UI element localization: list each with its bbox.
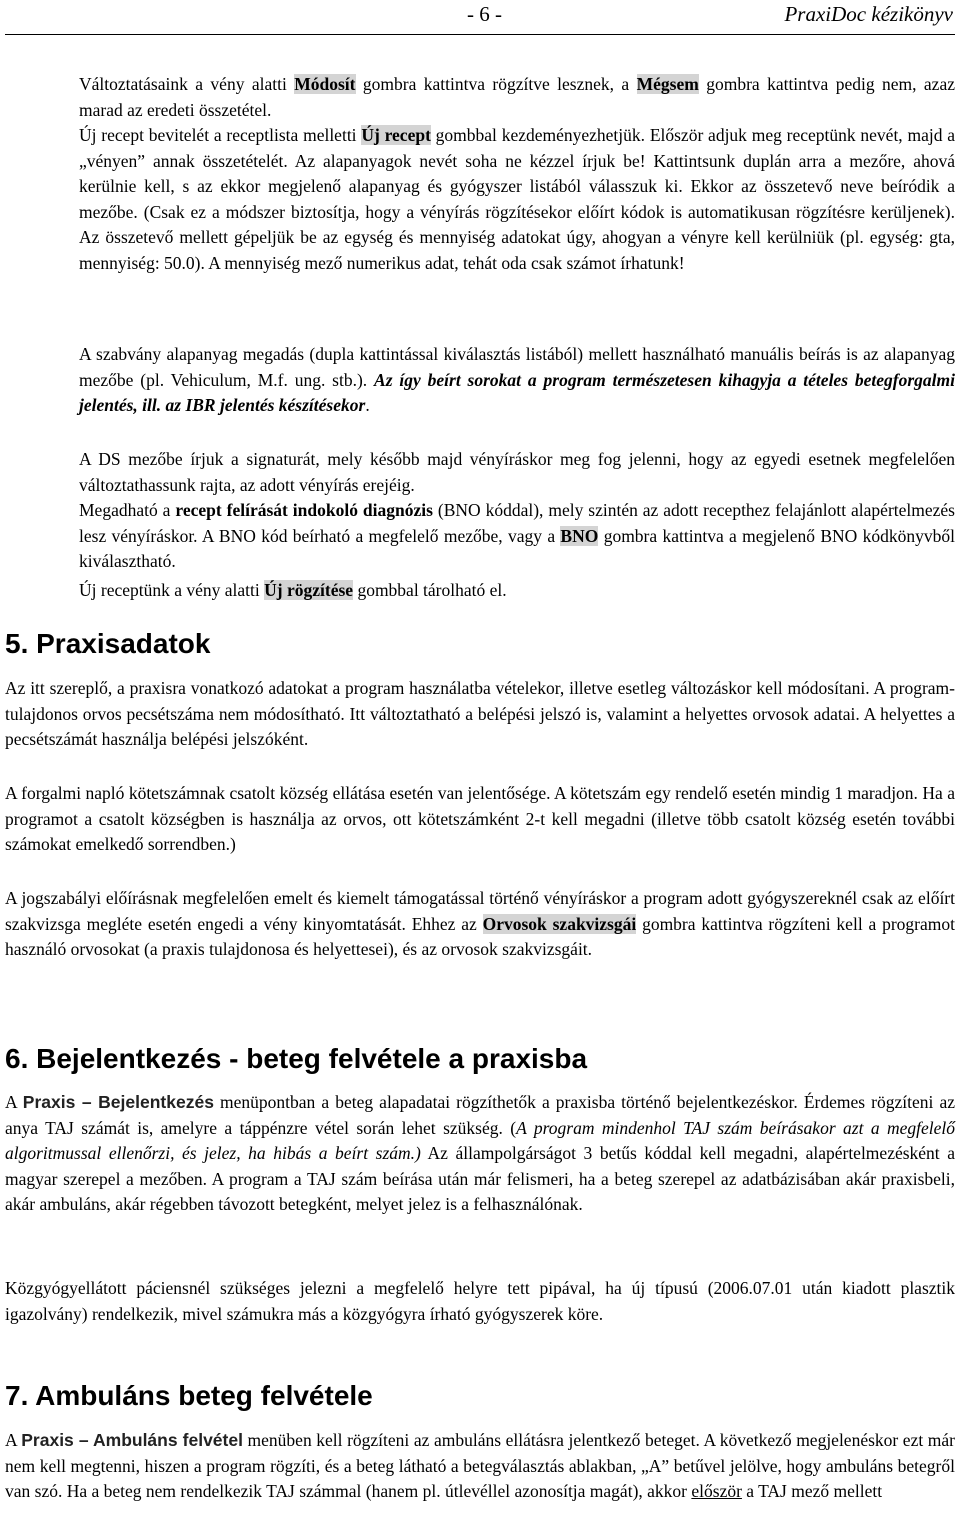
paragraph-diagnosis: Megadható a recept felírását indokoló diagnózis (BNO kóddal), mely szintén az adott recepthez felajánlott alapértelmezés lesz vényíráskor. A BNO kód beírható a megfelelő mezőbe, vagy a BNO gombra kattintva a megjelenő BNO kódkönyvből kiválasztható.: [79, 500, 956, 572]
manual-entry-note: Az így beírt sorokat a program természetesen kihagyja a tételes betegforgalmi jelentés, ill. az IBR jelentés készítésekor: [79, 369, 955, 416]
paragraph-specialist-exams: A jogszabályi előírásnak megfelelően emelt és kiemelt támogatással történő vényíráskor a program adott gyógyszereknél csak az előírt szakvizsga megléte esetén engedi a vény kinyomtatását. Ehhez az Orvosok szakvizsgái gombra kattintva rögzíteni kell a programot használó orvosokat (a praxis tulajdonosa és helyettesei), és az orvosok szakvizsgáit.: [5, 888, 955, 960]
paragraph-modify: Változtatásaink a vény alatti Módosít gombra kattintva rögzítve lesznek, a Mégsem gombra kattintva pedig nem, azaz marad az eredeti összetétel.: [79, 74, 955, 120]
doctors-exams-button-label: Orvosok szakvizsgái: [482, 913, 637, 934]
taj-check-note: A program mindenhol TAJ szám beírásakor azt a megfelelő algoritmussal ellenőrzi, és jelez, ha hibás a beírt szám.): [5, 1117, 956, 1164]
heading-section-5: 5. Praxisadatok: [5, 628, 211, 659]
document-title: PraxiDoc kézikönyv: [784, 2, 953, 26]
bno-button-label: BNO: [560, 525, 599, 546]
diagnosis-emphasis: recept felírását indokoló diagnózis: [175, 500, 433, 520]
heading-section-6: 6. Bejelentkezés - beteg felvétele a praxisba: [5, 1043, 588, 1074]
paragraph-save-recipe: Új receptünk a vény alatti Új rögzítése gombbal tárolható el.: [79, 580, 507, 600]
paragraph-registration: A Praxis – Bejelentkezés menüpontban a beteg alapadatai rögzíthetők a praxisba történő bejelentkezéskor. Érdemes rögzíteni az anya TAJ számát is, amelyre a táppénzre vétel során lehet szükség. (A program mindenhol TAJ szám beírásakor azt a megfelelő algoritmussal ellenőrzi, és jelez, ha hibás a beírt szám.) Az állampolgárságot 3 betűs kóddal kell megadni, alapértelmezésként a magyar szerepel a mezőben. A program a TAJ szám beírása után már felismeri, ha a beteg szerepel az adatbázisában akár praxisbeli, akár ambuláns, akár régebben távozott betegként, melyet jelez is a felhasználónak.: [5, 1092, 956, 1215]
page-number: - 6 -: [467, 2, 502, 26]
cancel-button-label: Mégsem: [636, 74, 699, 94]
paragraph-new-recipe: Új recept bevitelét a receptlista melletti Új recept gombbal kezdeményezhetjük. Először adjuk meg receptünk nevét, majd a „vényen” annak összetételét. Az alapanyagok nevét soha ne kézzel írjuk be! Kattintsunk duplán arra a mezőre, ahová kerülnie kell, s az ekkor megjelenő alapanyag és gyógyszer listából válasszuk ki. Ekkor az összetevő neve beíródik a mezőbe. (Csak ez a módszer biztosítja, hogy a vényírás rögzítésekor előírt kódok is automatikusan rögzítésre kerüljenek). Az összetevő mellett gépeljük be az egység és mennyiség adatokat úgy, ahogyan a vényre kell kerülniük (pl. egység: gta, mennyiség: 50.0). A mennyiség mező numerikus adat, tehát oda csak számot írhatunk!: [79, 125, 956, 273]
save-new-button-label: Új rögzítése: [264, 580, 354, 600]
page-header: [5, 0, 955, 35]
menu-path-registration: Praxis – Bejelentkezés: [22, 1092, 214, 1112]
paragraph-public-health: Közgyógyellátott páciensnél szükséges jelezni a megfelelő helyre tett pipával, ha új típusú (2006.07.01 után kiadott plasztik igazolvány) rendelkezik, mivel számukra más a közgyógyra írható gyógyszerek köre.: [5, 1278, 955, 1324]
menu-path-ambulant: Praxis – Ambuláns felvétel: [21, 1430, 243, 1450]
paragraph-ambulant: A Praxis – Ambuláns felvétel menüben kell rögzíteni az ambuláns ellátásra jelentkező beteget. A következő megjelenéskor ezt már nem kell megtenni, hiszen a program rögzíti, és a beteg látható a betegválasztás ablakban, „A” betűvel jelölve, hogy ambuláns betegről van szó. Ha a beteg nem rendelkezik TAJ számmal (hanem pl. útlevéllel azonosítja magát), akkor először a TAJ mező mellett: [5, 1430, 955, 1502]
first-emphasis: először: [691, 1481, 742, 1502]
paragraph-manual-entry: A szabvány alapanyag megadás (dupla kattintással kiválasztás listából) mellett használható manuális beírás is az alapanyag mezőbe (pl. Vehiculum, M.f. ung. stb.). Az így beírt sorokat a program természetesen kihagyja a tételes betegforgalmi jelentés, ill. az IBR jelentés készítésekor.: [79, 344, 955, 416]
modify-button-label: Módosít: [294, 74, 356, 94]
new-recipe-button-label: Új recept: [361, 125, 431, 145]
paragraph-practice-data: Az itt szereplő, a praxisra vonatkozó adatokat a program használatba vételekor, illetve esetleg változáskor kell módosítani. A program-tulajdonos orvos pecsétszáma nem módosítható. Itt változtatható a belépési jelszó is, valamint a helyettes orvosok adatai. A helyettes a pecsétszámát használja belépési jelszóként.: [5, 678, 955, 750]
paragraph-ds-field: A DS mezőbe írjuk a signaturát, mely később majd vényíráskor meg fog jelenni, hogy az egyedi esetnek megfelelően változtathassunk rajta, az adott vényírás erejéig.: [79, 449, 955, 495]
paragraph-volume-number: A forgalmi napló kötetszámnak csatolt község ellátása esetén van jelentősége. A kötetszám egy rendelő esetén mindig 1 maradjon. Ha a programot a csatolt községben is használja az orvos, ott kötetszámként 2-t kell megadni (illetve több csatolt község esetén további számokat emelkedő sorrendben.): [5, 783, 955, 855]
heading-section-7: 7. Ambuláns beteg felvétele: [5, 1380, 373, 1411]
